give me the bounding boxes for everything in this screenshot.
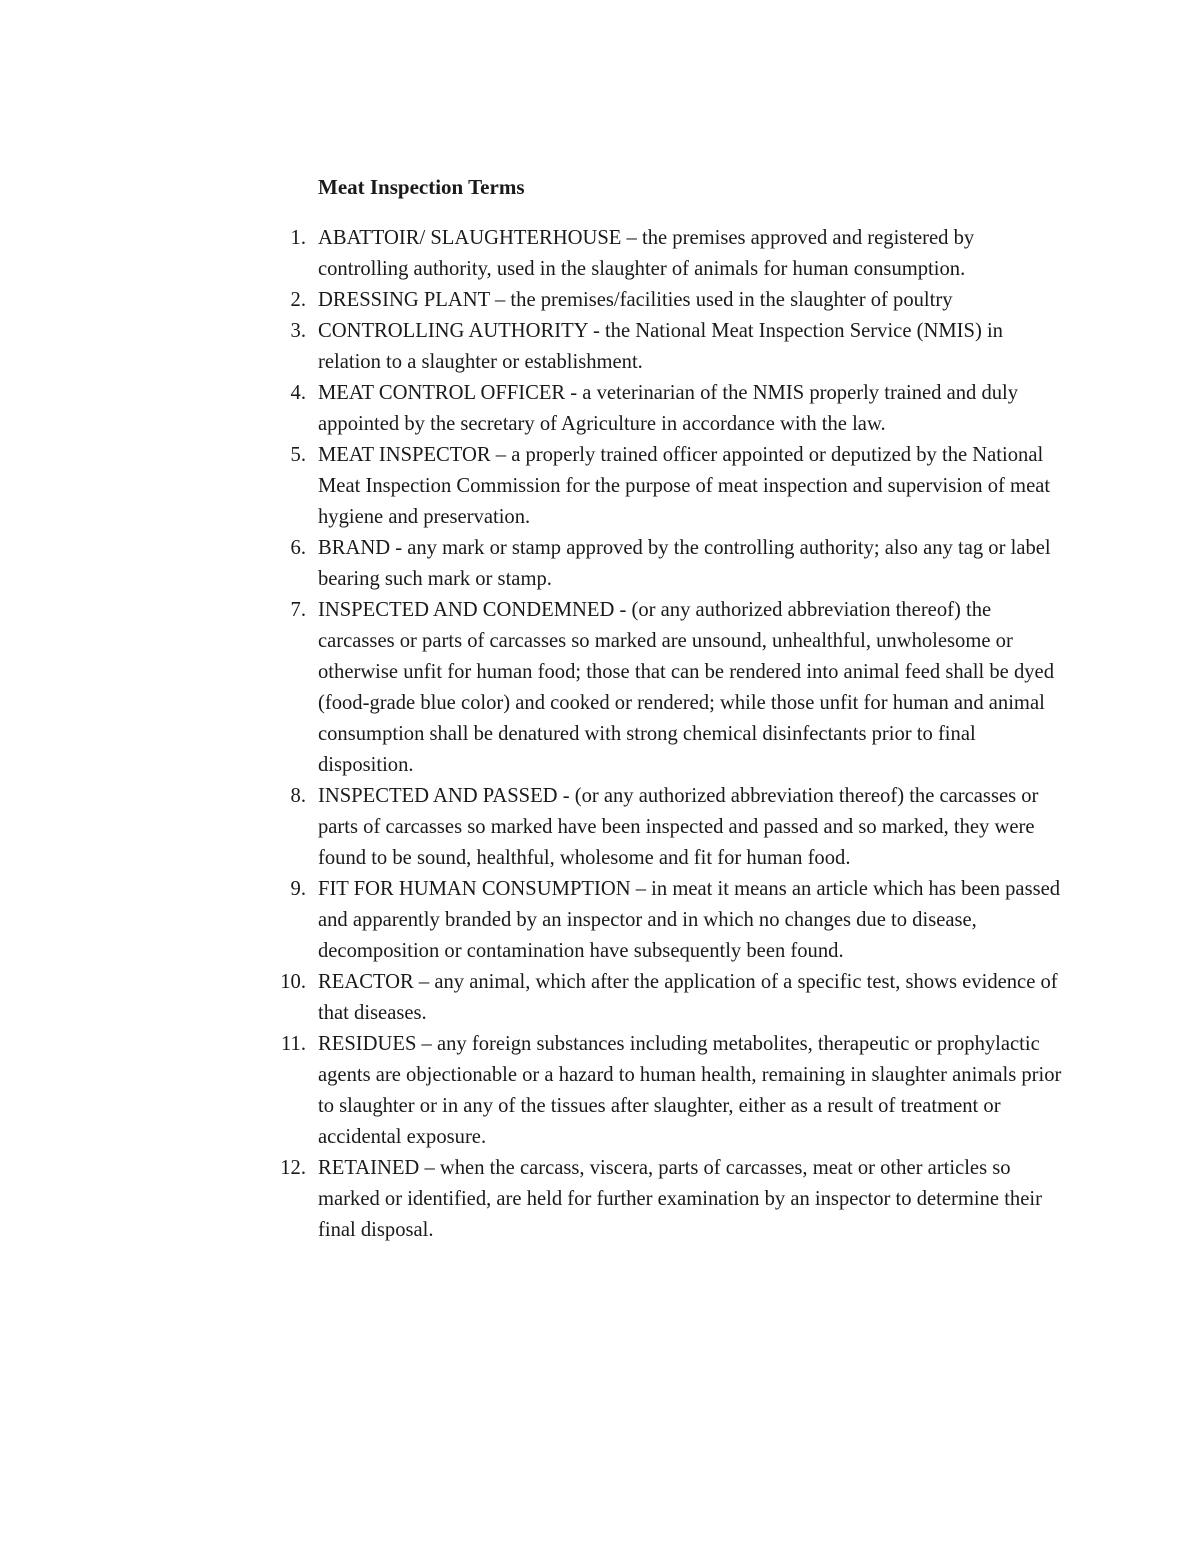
term-definition: MEAT INSPECTOR – a properly trained officer appointed or deputized by the National Meat Inspection Commission for the purpose of meat inspection and supervision of meat hygiene and preservation. <box>318 444 1051 528</box>
terms-list <box>280 223 1063 1246</box>
term-definition: MEAT CONTROL OFFICER - a veterinarian of the NMIS properly trained and duly appointed by the secretary of Agriculture in accordance with the law. <box>318 382 1019 435</box>
item-number: 5. <box>290 444 306 466</box>
item-number: 3. <box>290 320 306 342</box>
list-item <box>290 378 1063 440</box>
item-number: 6. <box>290 537 306 559</box>
item-number: 12. <box>280 1157 306 1179</box>
term-definition: DRESSING PLANT – the premises/facilities used in the slaughter of poultry <box>318 289 953 311</box>
item-number: 11. <box>281 1033 306 1055</box>
list-item <box>290 874 1063 967</box>
term-definition: BRAND - any mark or stamp approved by the controlling authority; also any tag or label bearing such mark or stamp. <box>318 537 1051 590</box>
term-definition: REACTOR – any animal, which after the application of a specific test, shows evidence of that diseases. <box>318 971 1058 1024</box>
list-item <box>290 781 1063 874</box>
list-item <box>290 285 1063 316</box>
term-definition: INSPECTED AND PASSED - (or any authorized abbreviation thereof) the carcasses or parts of carcasses so marked have been inspected and passed and so marked, they were found to be sound, healthful, wholesome and fit for human food. <box>318 785 1039 869</box>
item-number: 7. <box>290 599 306 621</box>
term-definition: INSPECTED AND CONDEMNED - (or any authorized abbreviation thereof) the carcasses or parts of carcasses so marked are unsound, unhealthful, unwholesome or otherwise unfit for human food; those that can be rendered into animal feed shall be dyed (food-grade blue color) and cooked or rendered; while those unfit for human and animal consumption shall be denatured with strong chemical disinfectants prior to final disposition. <box>318 599 1054 776</box>
term-definition: CONTROLLING AUTHORITY - the National Meat Inspection Service (NMIS) in relation to a slaughter or establishment. <box>318 320 1003 373</box>
list-item <box>290 440 1063 533</box>
term-definition: RESIDUES – any foreign substances including metabolites, therapeutic or prophylactic agents are objectionable or a hazard to human health, remaining in slaughter animals prior to slaughter or in any of the tissues after slaughter, either as a result of treatment or accidental exposure. <box>318 1033 1062 1148</box>
list-item <box>290 316 1063 378</box>
page-title: Meat Inspection Terms <box>318 175 525 199</box>
item-number: 9. <box>290 878 306 900</box>
list-item <box>280 967 1063 1029</box>
list-item <box>290 595 1063 781</box>
term-definition: FIT FOR HUMAN CONSUMPTION – in meat it means an article which has been passed and apparently branded by an inspector and in which no changes due to disease, decomposition or contamination have subsequently been found. <box>318 878 1061 962</box>
list-item <box>280 1153 1063 1246</box>
item-number: 8. <box>290 785 306 807</box>
term-definition: RETAINED – when the carcass, viscera, parts of carcasses, meat or other articles so marked or identified, are held for further examination by an inspector to determine their final disposal. <box>318 1157 1042 1241</box>
item-number: 10. <box>280 971 306 993</box>
list-item <box>281 1029 1063 1153</box>
list-item <box>290 533 1063 595</box>
item-number: 4. <box>290 382 306 404</box>
term-definition: ABATTOIR/ SLAUGHTERHOUSE – the premises approved and registered by controlling authority, used in the slaughter of animals for human consumption. <box>318 227 975 280</box>
item-number: 1. <box>290 227 306 249</box>
list-item <box>290 223 1063 285</box>
item-number: 2. <box>290 289 306 311</box>
